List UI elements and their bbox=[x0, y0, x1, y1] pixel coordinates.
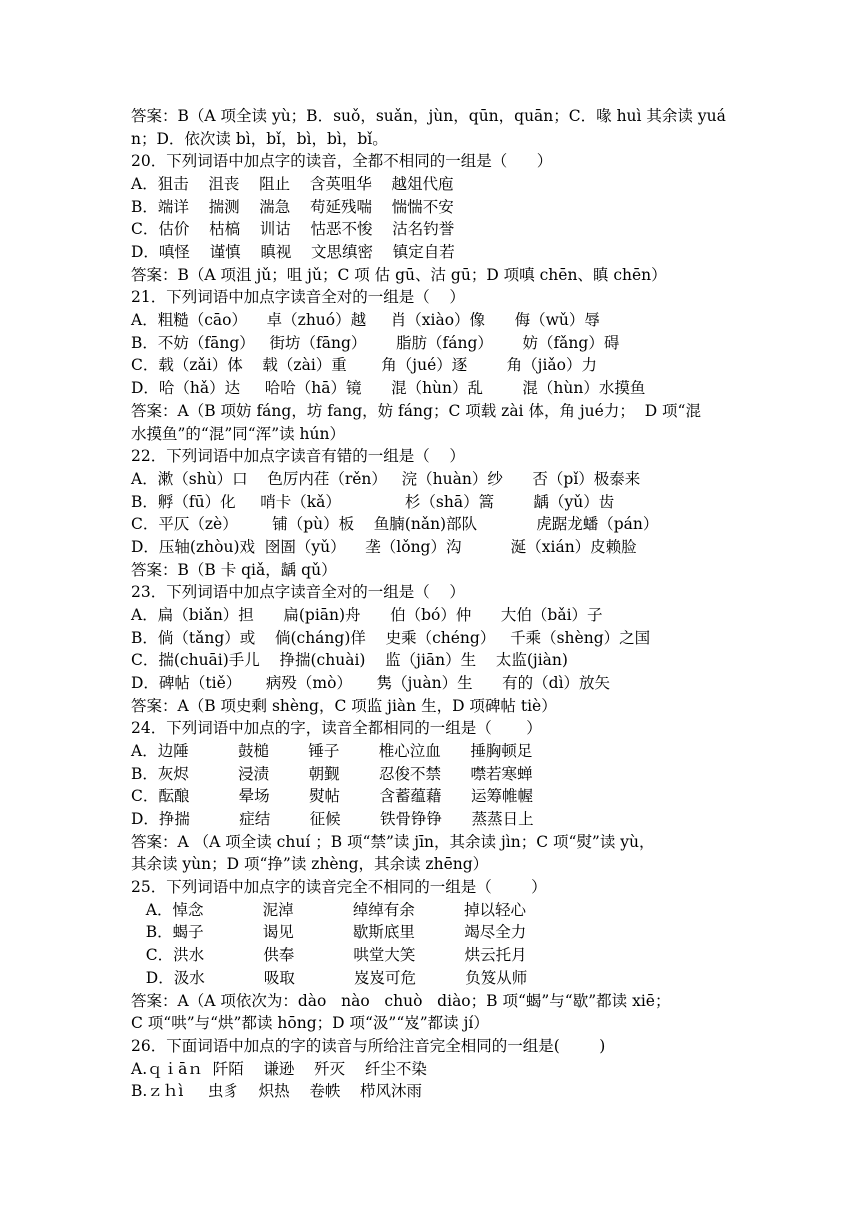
text-line: A．扁（biǎn）担 扁(piān)舟 伯（bó）仲 大伯（bǎi）子 bbox=[131, 605, 603, 624]
text-line: B.ｚｈì 虫豸 炽热 卷帙 栉风沐雨 bbox=[131, 1082, 423, 1101]
text-line: D．压轴(zhòu)戏 囹圄（yǔ） 垄（lǒng）沟 涎（xián）皮赖脸 bbox=[131, 537, 637, 556]
text-line: 答案：B（A 项全读 yù；B．suǒ，suǎn，jùn，qūn，quān；C．喙 huì 其余读 yuá bbox=[131, 107, 726, 125]
text-line: 答案：B（B 卡 qiǎ，龋 qǔ） bbox=[131, 560, 337, 579]
text-line: A．悼念 泥淖 绰绰有余 掉以轻心 bbox=[131, 900, 526, 919]
text-line: 其余读 yùn；D 项“挣”读 zhèng，其余读 zhēng） bbox=[131, 855, 489, 874]
text-line: A．狙击 沮丧 阻止 含英咀华 越俎代庖 bbox=[131, 175, 454, 194]
text-line: n；D．依次读 bì，bǐ，bì，bì，bǐ。 bbox=[131, 129, 388, 148]
text-line: 答案：A（A 项依次为：dào nào chuò diào；B 项“蝎”与“歇”都读 xiē； bbox=[131, 991, 671, 1010]
text-line: C．洪水 供奉 哄堂大笑 烘云托月 bbox=[131, 946, 527, 965]
text-line: C．载（zǎi）体 载（zài）重 角（jué）逐 角（jiǎo）力 bbox=[131, 356, 598, 375]
text-line: B．端详 揣测 湍急 苟延残喘 惴惴不安 bbox=[131, 197, 454, 216]
text-line: C 项“哄”与“烘”都读 hōng；D 项“汲”“岌”都读 jí） bbox=[131, 1014, 489, 1033]
text-line: C．酝酿 晕场 熨帖 含蓄蕴藉 运筹帷幄 bbox=[131, 787, 534, 806]
text-line: 25．下列词语中加点字的读音完全不相同的一组是（ ） bbox=[131, 878, 547, 897]
text-line: C．估价 枯槁 训诂 怙恶不悛 沽名钓誉 bbox=[131, 220, 455, 239]
text-line: B．孵（fū）化 哨卡（kǎ） 杉（shā）篙 龋（yǔ）齿 bbox=[131, 492, 615, 511]
text-line: 23．下列词语中加点字读音全对的一组是（ ） bbox=[131, 583, 465, 602]
text-line: 答案：A（B 项妨 fáng，坊 fang，妨 fáng；C 项载 zài 体，角 jué力； D 项“混 bbox=[131, 401, 701, 420]
text-line: D．嗔怪 谨慎 瞋视 文思缜密 镇定自若 bbox=[131, 243, 455, 262]
text-line: D．碑帖（tiě） 病殁（mò） 隽（juàn）生 有的（dì）放矢 bbox=[131, 674, 611, 692]
text-line: 21．下列词语中加点字读音全对的一组是（ ） bbox=[131, 288, 465, 307]
text-line: A.ｑｉāｎ 阡陌 谦逊 歼灭 纤尘不染 bbox=[131, 1059, 427, 1078]
text-line: 20．下列词语中加点字的读音，全都不相同的一组是（ ） bbox=[131, 152, 553, 171]
text-line: 水摸鱼”的“混”同“浑”读 hún） bbox=[131, 424, 345, 443]
text-line: D．哈（hǎ）达 哈哈（hā）镜 混（hùn）乱 混（hùn）水摸鱼 bbox=[131, 379, 646, 398]
text-line: B．倘（tǎng）或 倘(cháng)佯 史乘（chéng） 千乘（shèng）之国 bbox=[131, 628, 651, 647]
text-line: 答案：B（A 项沮 jǔ；咀 jǔ；C 项 估 gū、沽 gū；D 项嗔 chēn、瞋 chēn） bbox=[131, 265, 667, 284]
text-line: 22．下列词语中加点字读音有错的一组是（ ） bbox=[131, 447, 465, 466]
text-line: 答案：A（B 项史剩 shèng，C 项监 jiàn 生，D 项碑帖 tiè） bbox=[131, 696, 557, 715]
text-line: A．漱（shù）口 色厉内荏（rěn） 浣（huàn）纱 否（pǐ）极泰来 bbox=[131, 469, 641, 488]
text-line: B．不妨（fāng） 街坊（fāng） 脂肪（fáng） 妨（fǎng）碍 bbox=[131, 333, 620, 352]
text-line: B．蝎子 谒见 歇斯底里 竭尽全力 bbox=[131, 923, 527, 942]
text-line: B．灰烬 浸渍 朝觐 忍俊不禁 噤若寒蝉 bbox=[131, 764, 533, 783]
text-line: C．平仄（zè） 铺（pù）板 鱼腩(nǎn)部队 虎踞龙蟠（pán） bbox=[131, 515, 659, 534]
text-line: A．粗糙（cāo） 卓（zhuó）越 肖（xiào）像 侮（wǔ）辱 bbox=[131, 311, 600, 330]
text-line: A．边陲 鼓槌 锤子 椎心泣血 捶胸顿足 bbox=[131, 742, 533, 761]
text-line: 26．下面词语中加点的字的读音与所给注音完全相同的一组是( ) bbox=[131, 1036, 606, 1055]
text-line: C．揣(chuāi)手儿 挣揣(chuài) 监（jiān）生 太监(jiàn) bbox=[131, 651, 568, 670]
text-line: 24．下列词语中加点的字，读音全都相同的一组是（ ） bbox=[131, 719, 542, 738]
text-line: D．汲水 吸取 岌岌可危 负笈从师 bbox=[131, 968, 528, 987]
text-line: 答案：A （A 项全读 chuí ；B 项“禁”读 jīn，其余读 jìn；C 项“熨”读 yù， bbox=[131, 832, 655, 851]
text-line: D．挣揣 症结 征候 铁骨铮铮 蒸蒸日上 bbox=[131, 810, 534, 829]
